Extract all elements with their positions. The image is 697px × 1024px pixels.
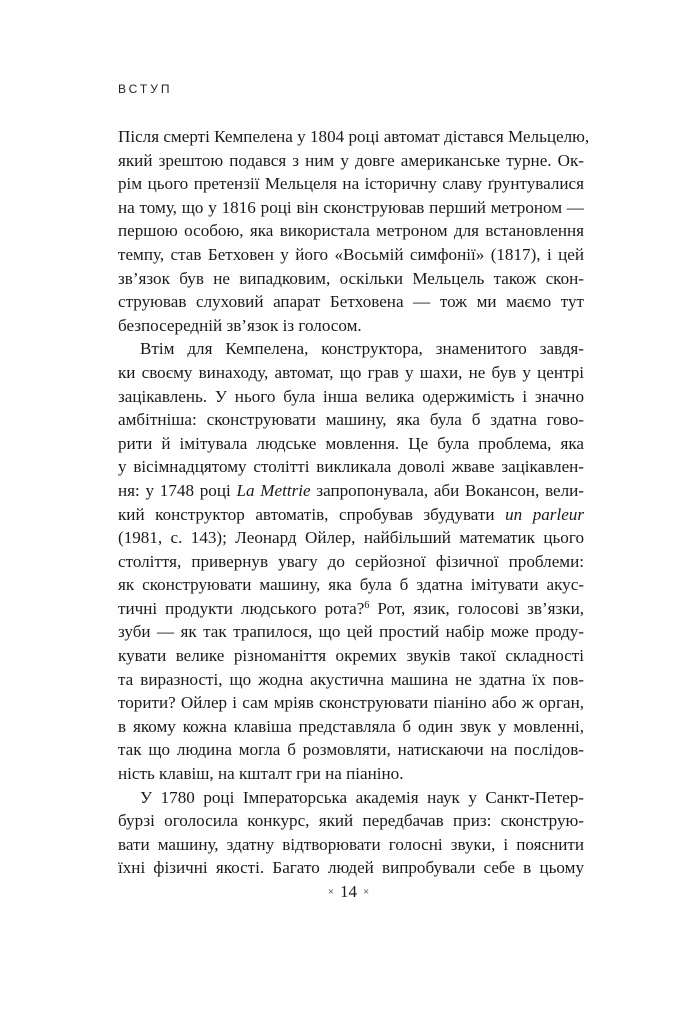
text-line: ки своєму винаходу, автомат, що грав у шахи, не був у центрі — [118, 362, 584, 382]
text-line: століття, привернув увагу до серйозної фізичної проблеми: — [118, 551, 584, 571]
text-line: та виразності, що жодна акустична машина не здатна їх пов- — [118, 669, 584, 689]
text-line: темпу, став Бетховен у його «Восьмій симфонії» (1817), і цей — [118, 244, 584, 264]
page-number: 14 — [340, 882, 357, 901]
text-line: зв’язок був не випадковим, оскільки Мельцель також скон- — [118, 268, 584, 288]
body-text — [118, 125, 590, 880]
text-line: ність клавіш, на кшталт гри на піаніно. — [118, 764, 404, 784]
text-line: як сконструювати машину, яка була б здатна імітувати акус- — [118, 575, 584, 595]
text-line: в якому кожна клавіша представляла б один звук у мовленні, — [118, 716, 584, 736]
italic-term: un parleur — [505, 504, 584, 524]
text-line: У 1780 році Імператорська академія наук у Санкт-Петер- — [140, 787, 584, 807]
text-line: рити й імітувала людське мовлення. Це була проблема, яка — [118, 433, 584, 453]
text-line: у вісімнадцятому столітті викликала доволі жваве зацікавлен- — [118, 457, 584, 477]
text-line: кувати велике різноманіття окремих звуків такої складності — [118, 646, 584, 666]
paragraph-2 — [118, 337, 584, 785]
text-line: який зрештою подався з ним у довге американське турне. Ок- — [118, 150, 584, 170]
text-line: безпосередній зв’язок із голосом. — [118, 315, 362, 335]
text-line: бурзі оголосила конкурс, який передбачав приз: сконструю- — [118, 811, 584, 831]
text-line: так що людина могла б розмовляти, натискаючи на послідов- — [118, 740, 584, 760]
text-line: торити? Ойлер і сам мріяв сконструювати піаніно або ж орган, — [118, 693, 584, 713]
italic-term: La Mettrie — [236, 480, 311, 500]
text-line: (1981, с. 143); Леонард Ойлер, найбільший математик цього — [118, 528, 584, 548]
text-line: першою особою, яка використала метроном для встановлення — [118, 221, 584, 241]
text-line: тичні продукти людського рота?$^6$ Рот, язик, голосові зв’язки, — [118, 598, 585, 618]
footnote-ref[interactable]: 6 — [364, 599, 370, 611]
text-line: Після смерті Кемпелена у 1804 році автомат дістався Мельцелю, — [118, 127, 590, 146]
text-line: зуби — як так трапилося, що цей простий набір може проду- — [118, 622, 584, 642]
paragraph-3 — [118, 786, 584, 880]
ornament-right: × — [363, 886, 370, 898]
text-line: на тому, що у 1816 році він сконструював перший метроном — — [118, 197, 584, 217]
text-line: Втім для Кемпелена, конструктора, знаменитого завдя- — [140, 339, 584, 359]
text-line: вати машину, здатну відтворювати голосні звуки, і пояснити — [118, 834, 584, 854]
ornament-left: × — [327, 886, 334, 898]
text-line: кий конструктор автоматів, спробував збудувати un parleur — [118, 504, 584, 524]
paragraph-1 — [118, 125, 590, 337]
running-head: ВСТУП — [118, 82, 173, 96]
text-line: струював слуховий апарат Бетховена — тож ми маємо тут — [118, 292, 584, 312]
text-line: амбітніша: сконструювати машину, яка була б здатна гово- — [118, 410, 584, 430]
text-line: рім цього претензії Мельцеля на історичну славу ґрунтувалися — [118, 174, 584, 194]
page-number-footer — [0, 882, 697, 902]
text-line: ня: у 1748 році La Mettrie запропонувала, аби Вокансон, вели- — [118, 480, 584, 500]
text-line: зацікавлень. У нього була інша велика одержимість і значно — [118, 386, 584, 406]
text-line: їхні фізичні якості. Багато людей випробували себе в цьому — [118, 858, 584, 878]
